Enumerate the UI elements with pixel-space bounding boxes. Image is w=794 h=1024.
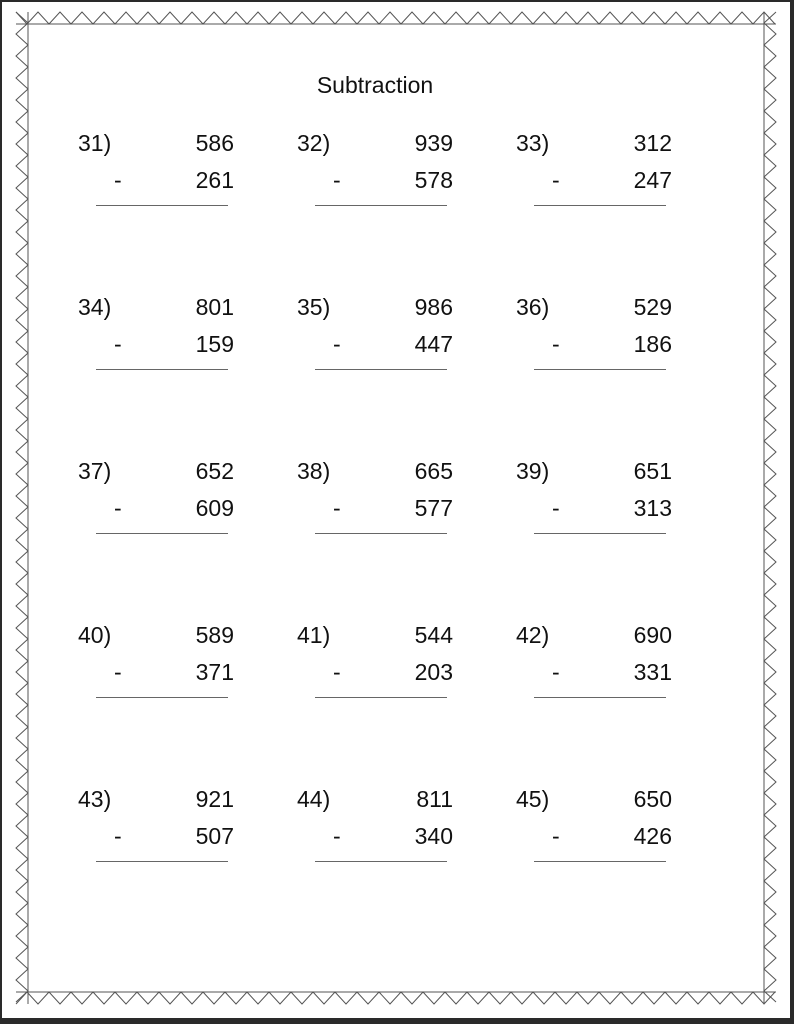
problem-number: 39) <box>516 458 550 484</box>
subtrahend: 261 <box>195 167 234 193</box>
answer-line <box>315 533 447 534</box>
minuend: 529 <box>633 294 672 320</box>
problem-item <box>78 294 278 384</box>
answer-line <box>96 369 228 370</box>
minus-sign: - <box>333 823 341 849</box>
minuend: 650 <box>633 786 672 812</box>
minus-sign: - <box>333 167 341 193</box>
subtrahend: 371 <box>195 659 234 685</box>
problem-item <box>297 622 497 712</box>
subtrahend: 578 <box>414 167 453 193</box>
subtrahend: 203 <box>414 659 453 685</box>
problem-item <box>516 458 716 548</box>
minuend: 586 <box>195 130 234 156</box>
subtrahend: 186 <box>633 331 672 357</box>
worksheet-page <box>2 2 790 1018</box>
problem-item <box>78 458 278 548</box>
minus-sign: - <box>552 331 560 357</box>
problem-number: 36) <box>516 294 550 320</box>
problem-item <box>297 130 497 220</box>
answer-line <box>315 861 447 862</box>
minus-sign: - <box>333 495 341 521</box>
minus-sign: - <box>114 495 122 521</box>
minus-sign: - <box>333 659 341 685</box>
problem-item <box>516 786 716 876</box>
answer-line <box>534 369 666 370</box>
subtrahend: 331 <box>633 659 672 685</box>
problem-number: 38) <box>297 458 331 484</box>
minus-sign: - <box>114 167 122 193</box>
minuend: 589 <box>195 622 234 648</box>
minus-sign: - <box>333 331 341 357</box>
problem-number: 41) <box>297 622 331 648</box>
problem-number: 40) <box>78 622 112 648</box>
minuend: 986 <box>414 294 453 320</box>
minus-sign: - <box>114 823 122 849</box>
subtrahend: 313 <box>633 495 672 521</box>
minuend: 544 <box>414 622 453 648</box>
minuend: 652 <box>195 458 234 484</box>
subtrahend: 609 <box>195 495 234 521</box>
minuend: 690 <box>633 622 672 648</box>
problem-number: 42) <box>516 622 550 648</box>
problem-item <box>516 294 716 384</box>
problem-number: 31) <box>78 130 112 156</box>
subtrahend: 340 <box>414 823 453 849</box>
problem-number: 33) <box>516 130 550 156</box>
problem-number: 35) <box>297 294 331 320</box>
minus-sign: - <box>552 823 560 849</box>
minus-sign: - <box>114 659 122 685</box>
answer-line <box>534 533 666 534</box>
problem-number: 43) <box>78 786 112 812</box>
minuend: 651 <box>633 458 672 484</box>
minus-sign: - <box>552 167 560 193</box>
subtrahend: 507 <box>195 823 234 849</box>
answer-line <box>96 861 228 862</box>
problem-number: 44) <box>297 786 331 812</box>
answer-line <box>534 861 666 862</box>
problem-number: 37) <box>78 458 112 484</box>
subtrahend: 159 <box>195 331 234 357</box>
answer-line <box>534 697 666 698</box>
subtrahend: 577 <box>414 495 453 521</box>
answer-line <box>534 205 666 206</box>
minuend: 811 <box>416 786 453 812</box>
answer-line <box>96 205 228 206</box>
subtrahend: 247 <box>633 167 672 193</box>
worksheet-title: Subtraction <box>316 72 434 98</box>
answer-line <box>315 205 447 206</box>
minuend: 312 <box>633 130 672 156</box>
problem-number: 34) <box>78 294 112 320</box>
problem-item <box>297 786 497 876</box>
minus-sign: - <box>552 659 560 685</box>
problem-number: 32) <box>297 130 331 156</box>
subtrahend: 426 <box>633 823 672 849</box>
minus-sign: - <box>114 331 122 357</box>
problem-item <box>78 130 278 220</box>
problem-item <box>78 786 278 876</box>
problem-item <box>297 294 497 384</box>
problem-item <box>297 458 497 548</box>
minuend: 921 <box>195 786 234 812</box>
answer-line <box>96 533 228 534</box>
minuend: 801 <box>195 294 234 320</box>
minus-sign: - <box>552 495 560 521</box>
problem-number: 45) <box>516 786 550 812</box>
answer-line <box>96 697 228 698</box>
problem-item <box>516 130 716 220</box>
answer-line <box>315 369 447 370</box>
minuend: 665 <box>414 458 453 484</box>
answer-line <box>315 697 447 698</box>
problem-item <box>516 622 716 712</box>
problem-item <box>78 622 278 712</box>
minuend: 939 <box>414 130 453 156</box>
subtrahend: 447 <box>414 331 453 357</box>
